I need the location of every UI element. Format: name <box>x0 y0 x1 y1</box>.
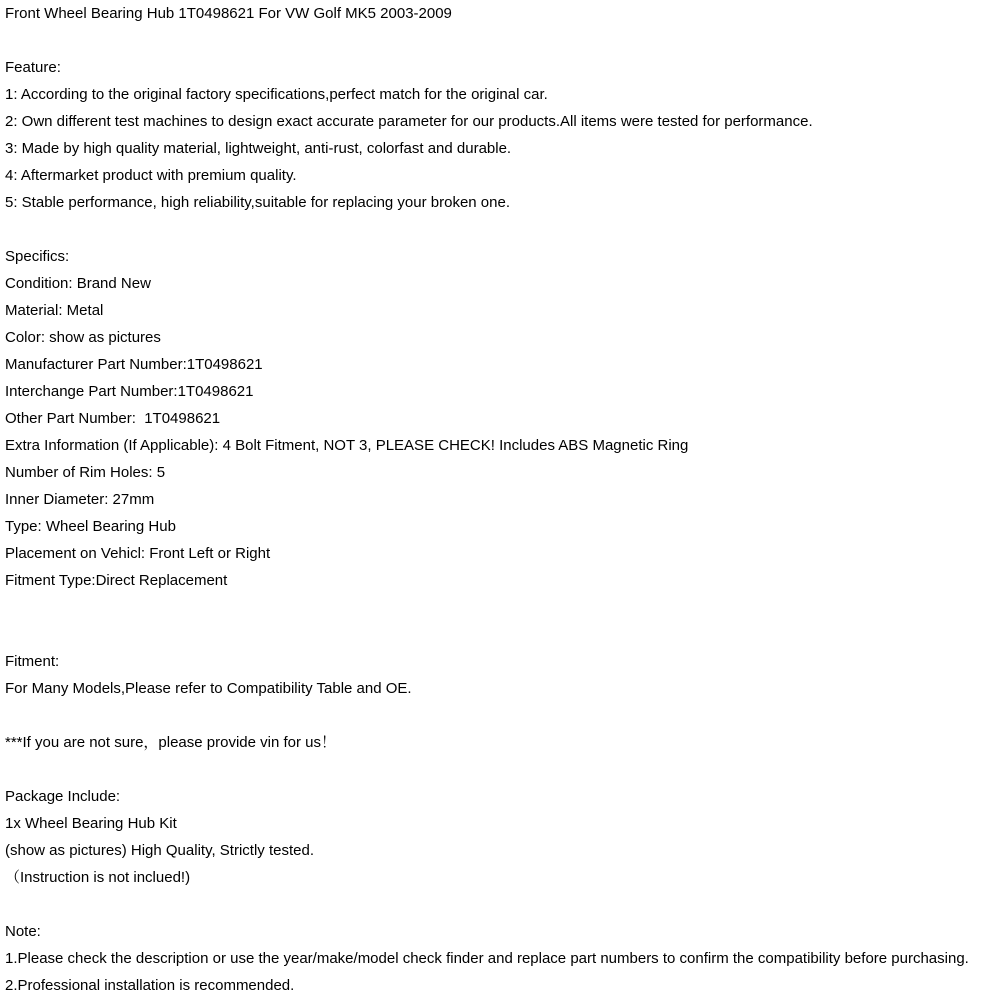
feature-item: 2: Own different test machines to design exact accurate parameter for our products.All items were tested for performance. <box>5 113 813 130</box>
note-item: 1.Please check the description or use the year/make/model check finder and replace part numbers to confirm the compatibility before purchasing. <box>5 950 969 967</box>
spec-inner-diameter: Inner Diameter: 27mm <box>5 491 155 508</box>
product-title: Front Wheel Bearing Hub 1T0498621 For VW Golf MK5 2003-2009 <box>5 5 452 22</box>
fitment-text: For Many Models,Please refer to Compatibility Table and OE. <box>5 680 412 697</box>
feature-item: 1: According to the original factory specifications,perfect match for the original car. <box>5 86 548 103</box>
note-item: 2.Professional installation is recommended. <box>5 977 295 994</box>
spec-interchange-part-number: Interchange Part Number:1T0498621 <box>5 383 254 400</box>
spec-rim-holes: Number of Rim Holes: 5 <box>5 464 166 481</box>
feature-item: 3: Made by high quality material, lightweight, anti-rust, colorfast and durable. <box>5 140 512 157</box>
spacer <box>5 891 995 918</box>
spec-material: Material: Metal <box>5 302 104 319</box>
package-heading: Package Include: <box>5 788 121 805</box>
spec-other-part-number: Other Part Number: 1T0498621 <box>5 410 221 427</box>
package-item: （Instruction is not inclued!) <box>5 869 191 886</box>
feature-item: 4: Aftermarket product with premium quality. <box>5 167 297 184</box>
spec-color: Color: show as pictures <box>5 329 161 346</box>
product-description <box>5 0 995 999</box>
spec-fitment-type: Fitment Type:Direct Replacement <box>5 572 228 589</box>
spec-placement: Placement on Vehicl: Front Left or Right <box>5 545 271 562</box>
spacer <box>5 216 995 243</box>
spec-condition: Condition: Brand New <box>5 275 151 292</box>
spacer <box>5 702 995 729</box>
spec-manufacturer-part-number: Manufacturer Part Number:1T0498621 <box>5 356 263 373</box>
fitment-heading: Fitment: <box>5 653 60 670</box>
package-item: (show as pictures) High Quality, Strictly tested. <box>5 842 314 859</box>
spec-type: Type: Wheel Bearing Hub <box>5 518 176 535</box>
feature-heading: Feature: <box>5 59 61 76</box>
spacer <box>5 594 995 648</box>
feature-item: 5: Stable performance, high reliability,suitable for replacing your broken one. <box>5 194 511 211</box>
package-item: 1x Wheel Bearing Hub Kit <box>5 815 177 832</box>
spacer <box>5 756 995 783</box>
note-heading: Note: <box>5 923 41 940</box>
specifics-heading: Specifics: <box>5 248 70 265</box>
spec-extra-information: Extra Information (If Applicable): 4 Bolt Fitment, NOT 3, PLEASE CHECK! Includes ABS Magnetic Ring <box>5 437 689 454</box>
spacer <box>5 27 995 54</box>
vin-notice: ***If you are not sure，please provide vin for us！ <box>5 734 337 751</box>
